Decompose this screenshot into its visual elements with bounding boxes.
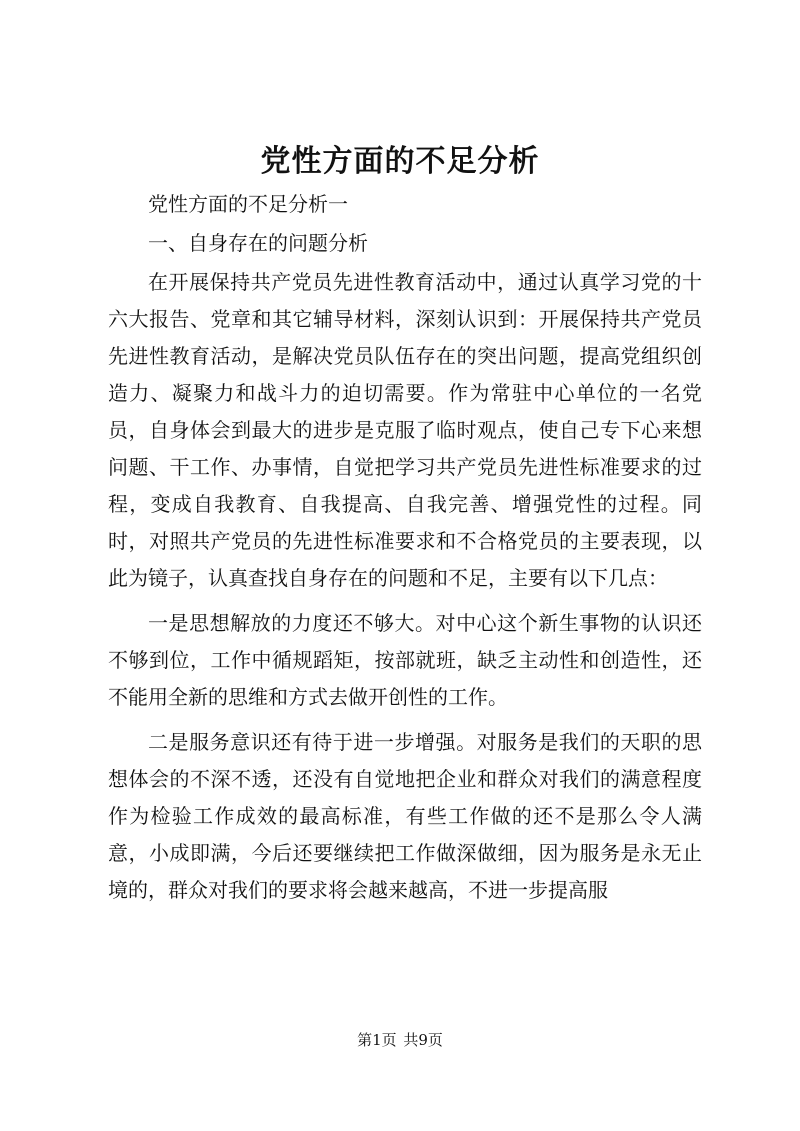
document-title: 党性方面的不足分析 [260,144,540,179]
page-total: 共9页 [403,1031,443,1049]
section-heading: 党性方面的不足分析一 [148,192,348,216]
body-paragraph: 一是思想解放的力度还不够大。对中心这个新生事物的认识还不够到位，工作中循规蹈矩，按部就班，缺乏主动性和创造性，还不能用全新的思维和方式去做开创性的工作。 [108,611,702,709]
body-paragraph: 二是服务意识还有待于进一步增强。对服务是我们的天职的思想体会的不深不透，还没有自觉地把企业和群众对我们的满意程度作为检验工作成效的最高标准，有些工作做的还不是那么令人满意，小成即满，今后还要继续把工作做深做细，因为服务是永无止境的，群众对我们的要求将会越来越高，不进一步提高服 [108,730,702,902]
page-number: 第1页 [357,1031,397,1049]
document-body [108,186,702,909]
page-footer [0,1028,800,1052]
subsection-heading: 一、自身存在的问题分析 [148,231,368,255]
body-paragraph: 在开展保持共产党员先进性教育活动中，通过认真学习党的十六大报告、党章和其它辅导材料，深刻认识到：开展保持共产党员先进性教育活动，是解决党员队伍存在的突出问题，提高党组织创造力、凝聚力和战斗力的迫切需要。作为常驻中心单位的一名党员，自身体会到最大的进步是克服了临时观点，使自己专下心来想问题、干工作、办事情，自觉把学习共产党员先进性标准要求的过程，变成自我教育、自我提高、自我完善、增强党性的过程。同时，对照共产党员的先进性标准要求和不合格党员的主要表现，以此为镜子，认真查找自身存在的问题和不足，主要有以下几点： [108,270,702,590]
